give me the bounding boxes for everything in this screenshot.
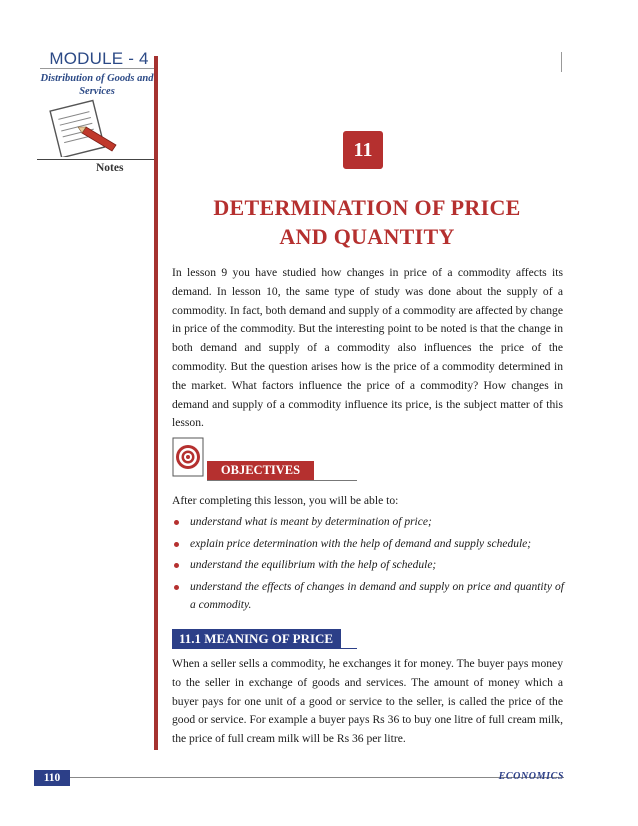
module-subtitle: Distribution of Goods and Services	[40, 73, 154, 97]
target-icon	[172, 437, 204, 477]
margin-bar	[154, 56, 158, 750]
section-rule	[172, 648, 357, 649]
list-item	[172, 556, 564, 575]
objectives-rule	[207, 480, 357, 481]
bullet-icon	[174, 563, 179, 568]
objective-text: understand the effects of changes in demand and supply on price and quantity of a commodity.	[190, 580, 564, 611]
objectives-list	[172, 513, 564, 618]
page-number: 110	[34, 770, 70, 786]
list-item	[172, 513, 564, 532]
section-paragraph: When a seller sells a commodity, he exchanges it for money. The buyer pays money to the seller in exchange of goods and services. The amount of money which a buyer pays for one unit of a good or service to the seller, is called the price of the good or service. For example a buyer pays Rs 36 to buy one litre of full cream milk, the price of full cream milk will be Rs 36 per litre.	[172, 657, 563, 746]
intro-paragraph: In lesson 9 you have studied how changes in price of a commodity affects its demand. In lesson 10, the same type of study was done about the supply of a commodity. In fact, both demand and supply of a commodity are affected by change in price of the commodity. But the interesting point to be noted is that the change in both demand and supply of a commodity also influences the price of the commodity. But the question arises how is the price of a commodity determined in the market. What factors influence the price of a commodity? How changes in demand and supply of a commodity influence its price, is the subject matter of this lesson.	[172, 266, 563, 430]
objective-text: understand what is meant by determination of price;	[190, 516, 432, 528]
bullet-icon	[174, 585, 179, 590]
notepad-pencil-icon	[38, 97, 138, 157]
objective-text: understand the equilibrium with the help of schedule;	[190, 559, 437, 571]
objective-text: explain price determination with the help of demand and supply schedule;	[190, 537, 532, 550]
notes-rule	[37, 159, 154, 160]
bullet-icon	[174, 542, 179, 547]
chapter-title-line-2: AND QUANTITY	[279, 224, 455, 249]
chapter-title	[172, 193, 562, 251]
chapter-number-badge: 11	[343, 131, 383, 169]
module-divider	[40, 68, 156, 69]
chapter-title-line-1: DETERMINATION OF PRICE	[213, 195, 521, 220]
footer-subject: ECONOMICS	[498, 771, 564, 782]
notes-label: Notes	[96, 162, 124, 174]
objectives-heading: OBJECTIVES	[207, 461, 314, 480]
header-tick	[561, 52, 562, 72]
section-heading: 11.1 MEANING OF PRICE	[172, 629, 341, 648]
list-item	[172, 535, 564, 554]
list-item	[172, 578, 564, 615]
module-title: MODULE - 4	[49, 49, 149, 68]
bullet-icon	[174, 520, 179, 525]
objectives-lead: After completing this lesson, you will be able to:	[172, 494, 399, 507]
